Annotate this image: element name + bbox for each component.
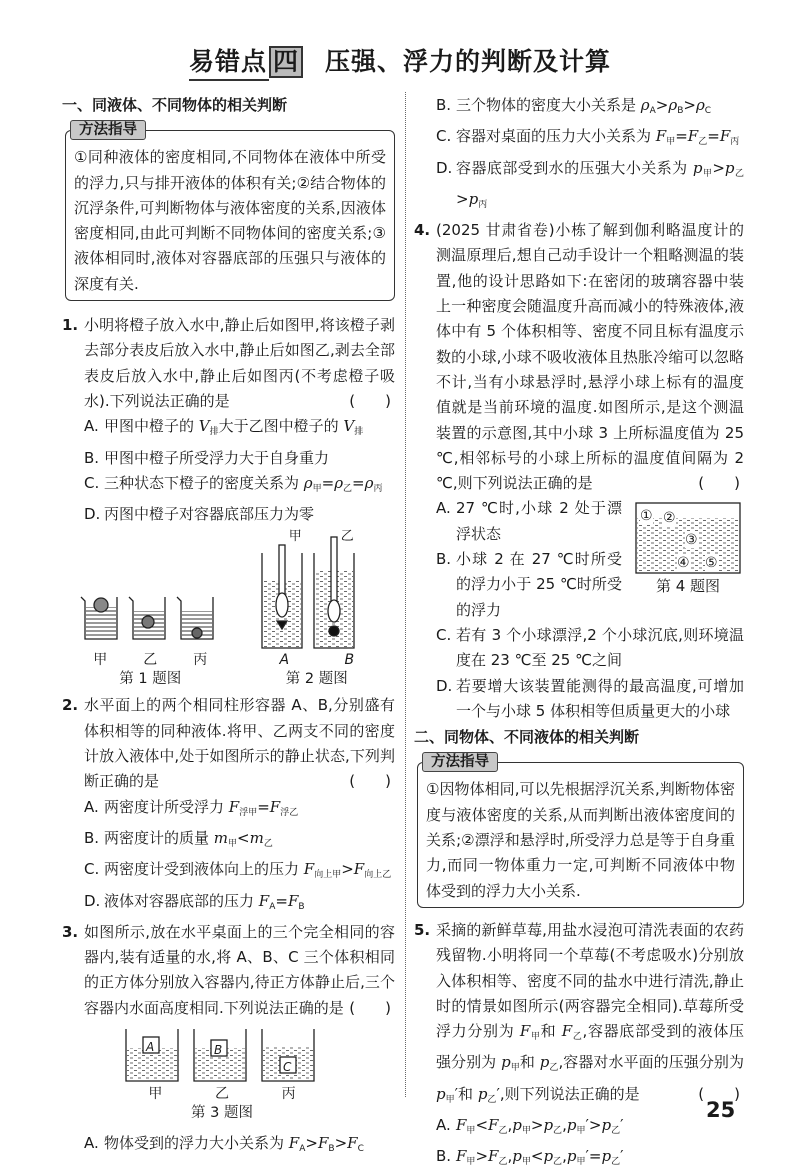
- figure-3: [122, 1027, 322, 1123]
- option-a: [62, 414, 395, 445]
- option-label: A.: [84, 417, 99, 436]
- cube-label: C: [283, 1060, 292, 1075]
- option-c: [62, 857, 395, 888]
- option-label: A.: [436, 1115, 451, 1134]
- method-guide-text: ①因物体相同,可以先根据浮沉关系,判断物体密度与液体密度的关系,从而判断出液体密度间的关系;②漂浮和悬浮时,所受浮力总是等于自身重力,而同一物体重力一定,可判断不同液体中物体受到的浮力大小关系.: [426, 780, 735, 900]
- ball-2: ②: [663, 510, 676, 527]
- option-b: [414, 1144, 744, 1175]
- question-number: 2.: [62, 696, 79, 715]
- figure-label: 甲: [93, 652, 108, 669]
- answer-paren: ( ): [349, 391, 391, 410]
- option-text: 三个物体的密度大小关系是 $\rho_A>\rho_B>\rho_C$: [456, 96, 712, 116]
- option-text: 液体对容器底部的压力 $F_A=F_B$: [104, 891, 305, 912]
- question-number: 5.: [414, 920, 431, 939]
- method-guide-label: 方法指导: [422, 752, 498, 772]
- option-c: [414, 124, 744, 155]
- question-4-options: [414, 496, 744, 622]
- question-number: 3.: [62, 922, 79, 941]
- option-label: A.: [84, 797, 99, 816]
- question-3: [62, 920, 395, 1021]
- option-label: A.: [84, 1134, 99, 1153]
- title-main: 压强、浮力的判断及计算: [325, 47, 612, 76]
- option-b: [414, 547, 622, 623]
- question-5: [414, 918, 744, 1113]
- option-text: 三种状态下橙子的密度关系为 $\rho_甲=\rho_乙=\rho_丙$: [104, 473, 383, 494]
- option-text: 甲图中橙子的 $V_排$大于乙图中橙子的 $V_排$: [104, 417, 364, 438]
- title-number: 四: [269, 46, 303, 78]
- question-4: [414, 218, 744, 496]
- option-text: 两密度计的质量 $m_甲<m_乙$: [104, 828, 273, 849]
- figure-caption: 第 1 题图: [119, 671, 182, 688]
- option-label: C.: [436, 625, 452, 644]
- method-guide-box: [65, 122, 395, 301]
- option-text: 甲图中橙子所受浮力大于自身重力: [104, 448, 330, 467]
- option-text: 丙图中橙子对容器底部压力为零: [104, 505, 315, 524]
- option-label: A.: [436, 499, 451, 518]
- hydrometers-illustration: [252, 533, 382, 651]
- question-1: [62, 313, 395, 414]
- answer-paren: ( ): [349, 772, 391, 791]
- figure-label: 乙: [143, 652, 158, 669]
- figure-label: 丙: [281, 1086, 296, 1103]
- option-text: 容器对桌面的压力大小关系为 $F_甲=F_乙=F_丙$: [456, 127, 740, 148]
- option-b: [414, 93, 744, 124]
- right-column: [414, 93, 744, 1176]
- answer-paren: ( ): [698, 474, 740, 493]
- answer-paren: ( ): [349, 998, 391, 1017]
- figure-caption: 第 3 题图: [191, 1105, 253, 1122]
- section-heading: 一、同液体、不同物体的相关判断: [62, 96, 288, 114]
- option-text: 容器底部受到水的压强大小关系为 $p_甲>p_乙>p_丙$: [456, 158, 744, 210]
- container-label: A: [279, 652, 290, 669]
- question-number: 4.: [414, 221, 431, 240]
- option-b: [62, 826, 395, 857]
- option-label: C.: [84, 860, 100, 879]
- question-2: [62, 693, 395, 794]
- page-number: 25: [706, 1098, 736, 1122]
- question-number: 1.: [62, 316, 79, 335]
- option-d: [62, 889, 395, 920]
- figure-label: 甲: [148, 1086, 163, 1103]
- option-b: [62, 446, 395, 471]
- figure-label: 乙: [214, 1086, 229, 1103]
- question-stem: (2025 甘肃省卷)小栋了解到伽利略温度计的测温原理后,想自己动手设计一个粗略测温的装置,他的设计思路如下:在密闭的玻璃容器中装上一种密度会随温度升高而减小的特殊液体,液体中有 5 个体积相等、密度不同且标有温度示数的小球,小球不吸收液体且热胀冷缩可以忽略不计,当有小球悬浮时,悬浮小球上标有的温度值就是当前环境的温度.如图所示,是这个测温装置的示意图,其中小球 3 上所标温度值为 25 ℃,相邻标号的小球上所标的温度值间隔为 2 ℃,则下列说法正确的是: [436, 221, 744, 493]
- beakers-oranges-illustration: [75, 593, 225, 643]
- option-label: B.: [436, 1147, 452, 1166]
- figure-label: 丙: [193, 652, 208, 669]
- option-label: B.: [84, 448, 100, 467]
- ball-4: ④: [677, 555, 690, 572]
- cube-label: B: [214, 1043, 223, 1058]
- section-heading: 二、同物体、不同液体的相关判断: [414, 728, 640, 747]
- ball-3: ③: [685, 532, 698, 549]
- question-stem: 水平面上的两个相同柱形容器 A、B,分别盛有体积相等的同种液体.将甲、乙两支不同的密度计放入液体中,处于如图所示的静止状态,下列判断正确的是: [84, 696, 395, 791]
- option-d: [62, 502, 395, 527]
- answer-paren: ( ): [698, 1084, 740, 1103]
- ball-1: ①: [640, 508, 653, 525]
- option-a: [62, 1131, 395, 1162]
- option-text: $F_甲>F_乙,p_甲<p_乙,p_甲'=p_乙'$: [456, 1147, 624, 1168]
- figures-1-2: [62, 529, 395, 689]
- page-title: [0, 42, 800, 81]
- container-label: B: [344, 652, 355, 669]
- title-prefix: 易错点: [189, 42, 269, 81]
- option-a: [414, 1113, 744, 1144]
- left-column: [62, 93, 395, 1162]
- option-text: 小球 2 在 27 ℃时所受的浮力小于 25 ℃时所受的浮力: [456, 550, 622, 619]
- figure-1: [75, 593, 225, 689]
- method-guide-text: ①同种液体的密度相同,不同物体在液体中所受的浮力,只与排开液体的体积有关;②结合物体的沉浮条件,可判断物体与液体密度的关系,因液体密度相同,由此可判断不同物体间的密度关系;③液体相同时,液体对容器底部的压强只与液体的深度有关.: [74, 148, 386, 293]
- hydrometer-label: 甲: [288, 529, 302, 545]
- option-a: [414, 496, 622, 547]
- option-text: 两密度计受到液体向上的压力 $F_{向上甲}>F_{向上乙}$: [104, 860, 392, 881]
- option-label: C.: [84, 473, 100, 492]
- option-label: B.: [436, 550, 452, 569]
- option-text: 若有 3 个小球漂浮,2 个小球沉底,则环境温度在 23 ℃至 25 ℃之间: [456, 625, 744, 670]
- ball-5: ⑤: [705, 555, 718, 572]
- option-text: 物体受到的浮力大小关系为 $F_A>F_B>F_C$: [104, 1134, 364, 1155]
- option-c: [414, 623, 744, 674]
- method-guide-label: 方法指导: [70, 120, 146, 140]
- question-stem: 如图所示,放在水平桌面上的三个完全相同的容器内,装有适量的水,将 A、B、C 三个体积相同的正方体分别放入容器内,待正方体静止后,三个容器内水面高度相同.下列说法正确的是: [84, 922, 395, 1017]
- figure-caption: 第 4 题图: [655, 577, 721, 596]
- option-label: D.: [436, 158, 453, 177]
- column-divider: [405, 92, 406, 1097]
- option-c: [62, 471, 395, 502]
- option-text: 若要增大该装置能测得的最高温度,可增加一个与小球 5 体积相等但质量更大的小球: [456, 676, 744, 720]
- option-text: 两密度计所受浮力 $F_{浮甲}=F_{浮乙}$: [104, 797, 299, 818]
- option-text: 27 ℃时,小球 2 处于漂浮状态: [456, 499, 622, 543]
- option-label: C.: [436, 127, 452, 146]
- hydrometer-label: 乙: [340, 529, 354, 545]
- option-label: D.: [84, 505, 101, 524]
- option-d: [414, 156, 744, 219]
- option-label: D.: [84, 891, 101, 910]
- option-label: D.: [436, 676, 453, 695]
- option-label: B.: [436, 96, 452, 114]
- question-stem: 小明将橙子放入水中,静止后如图甲,将该橙子剥去部分表皮后放入水中,静止后如图乙,剥去全部表皮后放入水中,静止后如图丙(不考虑橙子吸水).下列说法正确的是: [84, 316, 395, 410]
- figure-2: [252, 529, 382, 689]
- option-label: B.: [84, 828, 100, 847]
- option-text: $F_甲<F_乙,p_甲>p_乙,p_甲'>p_乙'$: [456, 1115, 624, 1136]
- cube-label: A: [146, 1040, 155, 1055]
- figure-4: [632, 502, 744, 599]
- figure-caption: 第 2 题图: [285, 671, 348, 688]
- option-d: [414, 674, 744, 725]
- option-a: [62, 795, 395, 826]
- method-guide-box: [417, 754, 744, 907]
- question-stem: 采摘的新鲜草莓,用盐水浸泡可清洗表面的农药残留物.小明将同一个草莓(不考虑吸水)分别放入体积相等、密度不同的盐水中进行清洗,静止时的情景如图所示(两容器完全相同).草莓所受浮力分别为 $F_甲$和 $F_乙$,容器底部受到的液体压强分别为 $p_甲$和 $p_乙$,容器对水平面的压强分别为 $p_甲'$和 $p_乙'$,则下列说法正确的是: [436, 920, 744, 1105]
